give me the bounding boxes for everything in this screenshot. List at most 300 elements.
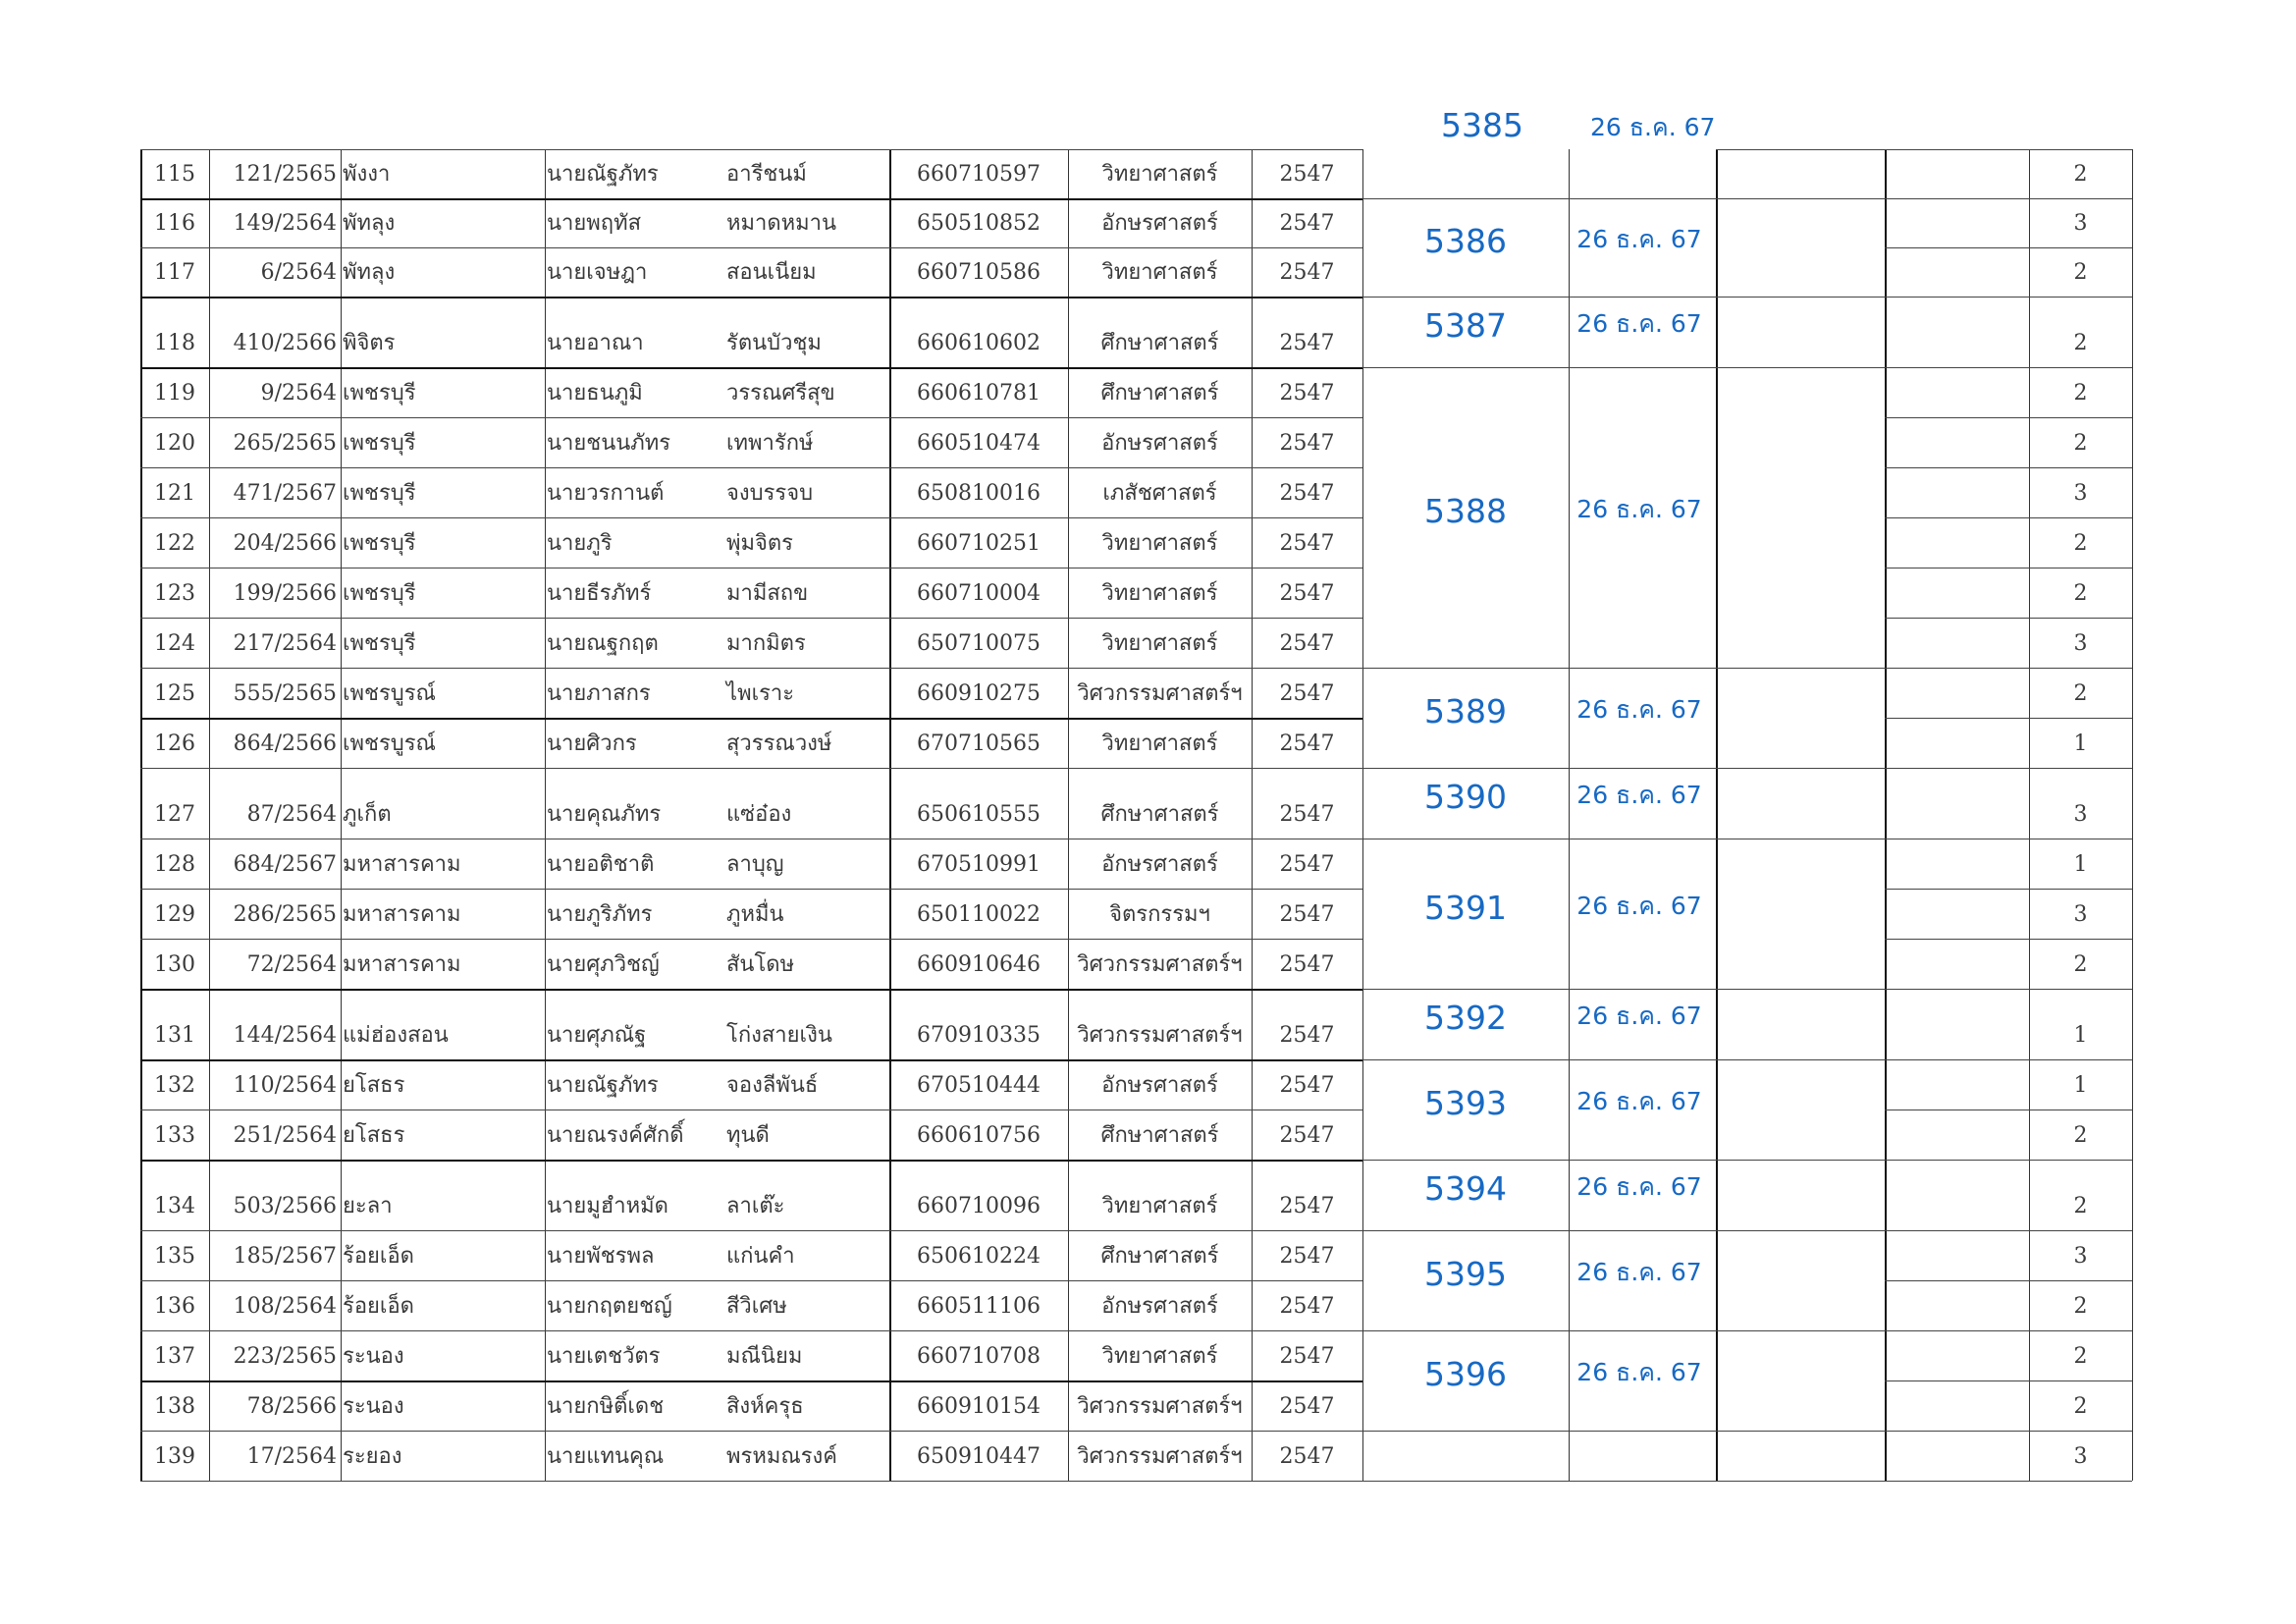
grid-hline — [1885, 517, 2132, 518]
cell-count: 3 — [2073, 481, 2088, 506]
grid-hline — [1885, 467, 2132, 468]
record-date: 26 ธ.ค. 67 — [1576, 495, 1702, 523]
cell-id: 660710004 — [917, 581, 1041, 606]
cell-faculty: วิทยาศาสตร์ — [1101, 581, 1218, 606]
cell-id: 660710586 — [917, 260, 1041, 285]
group-hline — [1362, 1230, 1885, 1231]
cell-ref: 6/2564 — [260, 260, 337, 285]
cell-count: 2 — [2073, 431, 2088, 456]
cell-province: มหาสารคาม — [343, 852, 461, 877]
record-date: 26 ธ.ค. 67 — [1576, 695, 1702, 724]
grid-hline — [1885, 297, 2132, 298]
cell-faculty: วิศวกรรมศาสตร์ฯ — [1077, 1394, 1243, 1419]
cell-count: 2 — [2073, 260, 2088, 285]
grid-hline — [1885, 768, 2132, 769]
grid-hline — [1885, 367, 2132, 368]
cell-ref: 87/2564 — [246, 802, 337, 827]
cell-ref: 78/2566 — [246, 1394, 337, 1419]
cell-year: 2547 — [1279, 902, 1335, 927]
cell-faculty: อักษรศาสตร์ — [1101, 852, 1218, 877]
cell-id: 650810016 — [917, 481, 1041, 506]
cell-faculty: วิศวกรรมศาสตร์ฯ — [1077, 952, 1243, 977]
grid-hline — [1885, 1481, 2132, 1482]
cell-no: 130 — [154, 952, 195, 977]
record-number: 5391 — [1424, 888, 1507, 927]
cell-id: 660710708 — [917, 1344, 1041, 1369]
grid-hline — [140, 618, 1362, 619]
cell-first: นายศุภณัฐ — [547, 1023, 647, 1048]
cell-no: 128 — [154, 852, 195, 877]
cell-province: ระนอง — [343, 1344, 404, 1369]
cell-faculty: อักษรศาสตร์ — [1101, 1294, 1218, 1319]
cell-province: มหาสารคาม — [343, 952, 461, 977]
cell-count: 3 — [2073, 631, 2088, 656]
cell-count: 2 — [2073, 681, 2088, 706]
grid-hline — [140, 1380, 1362, 1382]
cell-id: 670910335 — [917, 1023, 1041, 1048]
cell-ref: 9/2564 — [260, 381, 337, 406]
record-date: 26 ธ.ค. 67 — [1576, 1358, 1702, 1386]
cell-count: 2 — [2073, 1294, 2088, 1319]
cell-year: 2547 — [1279, 1023, 1335, 1048]
group-hline — [1362, 367, 1885, 368]
cell-province: ยะลา — [343, 1194, 393, 1218]
cell-first: นายอาณา — [547, 331, 644, 355]
cell-count: 2 — [2073, 381, 2088, 406]
cell-year: 2547 — [1279, 162, 1335, 187]
record-number: 5390 — [1424, 778, 1507, 816]
cell-id: 650610224 — [917, 1244, 1041, 1269]
cell-no: 127 — [154, 802, 195, 827]
cell-year: 2547 — [1279, 802, 1335, 827]
cell-first: นายคุณภัทร — [547, 802, 662, 827]
group-hline — [1362, 1160, 1885, 1161]
grid-hline — [140, 1481, 1362, 1482]
cell-count: 3 — [2073, 902, 2088, 927]
grid-hline — [140, 1280, 1362, 1281]
cell-year: 2547 — [1279, 211, 1335, 236]
grid-hline — [1885, 198, 2132, 199]
cell-province: ระยอง — [343, 1444, 402, 1469]
cell-last: ทุนดี — [726, 1123, 770, 1148]
cell-province: ร้อยเอ็ด — [343, 1244, 414, 1269]
cell-count: 2 — [2073, 331, 2088, 355]
cell-first: นายเจษฎา — [547, 260, 648, 285]
cell-year: 2547 — [1279, 1244, 1335, 1269]
cell-province: พัทลุง — [343, 211, 396, 236]
cell-id: 670710565 — [917, 731, 1041, 756]
cell-first: นายณฐกฤต — [547, 631, 659, 656]
cell-faculty: เภสัชศาสตร์ — [1102, 481, 1217, 506]
grid-hline — [1885, 1280, 2132, 1281]
cell-last: หมาดหมาน — [726, 211, 837, 236]
cell-no: 132 — [154, 1073, 195, 1098]
cell-ref: 144/2564 — [233, 1023, 337, 1048]
record-number: 5394 — [1424, 1169, 1507, 1208]
grid-hline — [140, 297, 1362, 298]
cell-ref: 265/2565 — [233, 431, 337, 456]
cell-first: นายภูริภัทร — [547, 902, 653, 927]
cell-no: 123 — [154, 581, 195, 606]
grid-hline — [140, 1059, 1362, 1061]
cell-id: 660610781 — [917, 381, 1041, 406]
cell-province: เพชรบุรี — [343, 531, 416, 556]
cell-count: 2 — [2073, 1194, 2088, 1218]
cell-ref: 471/2567 — [233, 481, 337, 506]
grid-vline — [1716, 149, 1718, 1481]
grid-hline — [140, 939, 1362, 940]
grid-hline — [140, 149, 1362, 150]
cell-ref: 286/2565 — [233, 902, 337, 927]
record-date: 26 ธ.ค. 67 — [1576, 1172, 1702, 1201]
cell-year: 2547 — [1279, 581, 1335, 606]
cell-year: 2547 — [1279, 331, 1335, 355]
record-date: 26 ธ.ค. 67 — [1576, 891, 1702, 920]
cell-no: 124 — [154, 631, 195, 656]
cell-id: 660610602 — [917, 331, 1041, 355]
cell-first: นายวรกานต์ — [547, 481, 665, 506]
grid-hline — [140, 1431, 1362, 1432]
cell-province: พิจิตร — [343, 331, 396, 355]
cell-ref: 204/2566 — [233, 531, 337, 556]
cell-province: เพชรบุรี — [343, 431, 416, 456]
group-hline — [1362, 1481, 1885, 1482]
cell-last: แซ่อ๋อง — [726, 802, 792, 827]
cell-count: 3 — [2073, 802, 2088, 827]
cell-id: 650610555 — [917, 802, 1041, 827]
grid-hline — [140, 768, 1362, 769]
cell-no: 119 — [154, 381, 195, 406]
clipped-date: 26 ธ.ค. 67 — [1590, 113, 1716, 141]
cell-last: ไพเราะ — [726, 681, 795, 706]
grid-hline — [140, 1160, 1362, 1162]
grid-hline — [140, 467, 1362, 468]
record-number: 5387 — [1424, 306, 1507, 345]
cell-faculty: วิทยาศาสตร์ — [1101, 631, 1218, 656]
cell-year: 2547 — [1279, 1073, 1335, 1098]
grid-hline — [1885, 1160, 2132, 1161]
grid-hline — [140, 1230, 1362, 1231]
cell-last: โก่งสายเงิน — [726, 1023, 832, 1048]
record-number: 5388 — [1424, 492, 1507, 530]
cell-year: 2547 — [1279, 431, 1335, 456]
cell-province: เพชรบุรี — [343, 381, 416, 406]
cell-count: 1 — [2073, 1073, 2088, 1098]
cell-faculty: วิทยาศาสตร์ — [1101, 1194, 1218, 1218]
cell-province: พังงา — [343, 162, 391, 187]
cell-no: 116 — [154, 211, 195, 236]
cell-count: 3 — [2073, 1244, 2088, 1269]
cell-ref: 864/2566 — [233, 731, 337, 756]
cell-last: มากมิตร — [726, 631, 806, 656]
cell-no: 122 — [154, 531, 195, 556]
cell-faculty: วิศวกรรมศาสตร์ฯ — [1077, 681, 1243, 706]
cell-last: มามีสถข — [726, 581, 809, 606]
cell-no: 131 — [154, 1023, 195, 1048]
grid-hline — [140, 668, 1362, 669]
cell-id: 660510474 — [917, 431, 1041, 456]
cell-first: นายชนนภัทร — [547, 431, 671, 456]
cell-faculty: วิทยาศาสตร์ — [1101, 162, 1218, 187]
cell-faculty: วิทยาศาสตร์ — [1101, 731, 1218, 756]
cell-count: 1 — [2073, 852, 2088, 877]
grid-hline — [1885, 1330, 2132, 1331]
grid-hline — [140, 517, 1362, 518]
cell-no: 133 — [154, 1123, 195, 1148]
group-hline — [1362, 668, 1885, 669]
group-hline — [1362, 1431, 1885, 1432]
cell-count: 3 — [2073, 1444, 2088, 1469]
cell-id: 660710597 — [917, 162, 1041, 187]
cell-faculty: วิทยาศาสตร์ — [1101, 1344, 1218, 1369]
cell-province: ภูเก็ต — [343, 802, 392, 827]
cell-year: 2547 — [1279, 1123, 1335, 1148]
cell-first: นายแทนคุณ — [547, 1444, 665, 1469]
cell-id: 670510991 — [917, 852, 1041, 877]
cell-id: 660710251 — [917, 531, 1041, 556]
cell-faculty: ศึกษาศาสตร์ — [1100, 1123, 1219, 1148]
cell-no: 134 — [154, 1194, 195, 1218]
cell-last: สุวรรณวงษ์ — [726, 731, 832, 756]
cell-faculty: ศึกษาศาสตร์ — [1100, 1244, 1219, 1269]
cell-first: นายภาสกร — [547, 681, 651, 706]
cell-count: 1 — [2073, 1023, 2088, 1048]
grid-hline — [140, 889, 1362, 890]
cell-last: พุ่มจิตร — [726, 531, 793, 556]
cell-year: 2547 — [1279, 1444, 1335, 1469]
cell-faculty: ศึกษาศาสตร์ — [1100, 802, 1219, 827]
cell-no: 136 — [154, 1294, 195, 1319]
cell-last: เทพารักษ์ — [726, 431, 814, 456]
cell-year: 2547 — [1279, 531, 1335, 556]
cell-no: 125 — [154, 681, 195, 706]
record-number: 5393 — [1424, 1084, 1507, 1122]
cell-province: มหาสารคาม — [343, 902, 461, 927]
cell-first: นายพฤทัส — [547, 211, 642, 236]
cell-year: 2547 — [1279, 681, 1335, 706]
record-number: 5395 — [1424, 1255, 1507, 1293]
cell-first: นายศิวกร — [547, 731, 637, 756]
cell-last: ลาเต๊ะ — [726, 1194, 785, 1218]
cell-last: สอนเนียม — [726, 260, 817, 285]
cell-id: 650510852 — [917, 211, 1041, 236]
cell-first: นายกฤตยชญ์ — [547, 1294, 672, 1319]
cell-count: 3 — [2073, 211, 2088, 236]
cell-count: 2 — [2073, 581, 2088, 606]
cell-faculty: วิศวกรรมศาสตร์ฯ — [1077, 1023, 1243, 1048]
group-hline — [1362, 1059, 1885, 1060]
cell-count: 2 — [2073, 1394, 2088, 1419]
cell-ref: 149/2564 — [233, 211, 337, 236]
cell-id: 660910646 — [917, 952, 1041, 977]
cell-first: นายศุภวิชญ์ — [547, 952, 660, 977]
group-hline — [1362, 768, 1885, 769]
grid-hline — [140, 367, 1362, 369]
cell-last: ภูหมื่น — [726, 902, 784, 927]
cell-first: นายกษิติ์เดช — [547, 1394, 665, 1419]
group-hline — [1362, 1330, 1885, 1331]
cell-first: นายณัฐภัทร — [547, 162, 659, 187]
cell-last: วรรณศรีสุข — [726, 381, 835, 406]
group-hline — [1362, 198, 1885, 199]
cell-faculty: วิศวกรรมศาสตร์ฯ — [1077, 1444, 1243, 1469]
cell-province: เพชรบุรี — [343, 631, 416, 656]
cell-last: ลาบุญ — [726, 852, 784, 877]
cell-ref: 684/2567 — [233, 852, 337, 877]
record-date: 26 ธ.ค. 67 — [1576, 225, 1702, 253]
grid-hline — [140, 247, 1362, 248]
grid-hline — [140, 989, 1362, 991]
cell-first: นายณัฐภัทร — [547, 1073, 659, 1098]
record-number: 5389 — [1424, 692, 1507, 731]
cell-no: 138 — [154, 1394, 195, 1419]
record-date: 26 ธ.ค. 67 — [1576, 309, 1702, 338]
cell-last: สีวิเศษ — [726, 1294, 787, 1319]
record-number: 5392 — [1424, 999, 1507, 1037]
cell-last: จงบรรจบ — [726, 481, 814, 506]
grid-hline — [140, 1330, 1362, 1331]
cell-first: นายธนภูมิ — [547, 381, 643, 406]
cell-ref: 410/2566 — [233, 331, 337, 355]
grid-hline — [1885, 1431, 2132, 1432]
cell-count: 2 — [2073, 1123, 2088, 1148]
cell-faculty: ศึกษาศาสตร์ — [1100, 381, 1219, 406]
cell-no: 126 — [154, 731, 195, 756]
group-hline — [1362, 989, 1885, 990]
cell-faculty: อักษรศาสตร์ — [1101, 211, 1218, 236]
cell-year: 2547 — [1279, 952, 1335, 977]
grid-hline — [1885, 618, 2132, 619]
cell-year: 2547 — [1279, 381, 1335, 406]
cell-province: ร้อยเอ็ด — [343, 1294, 414, 1319]
cell-first: นายอติชาติ — [547, 852, 655, 877]
cell-no: 118 — [154, 331, 195, 355]
cell-province: แม่ฮ่องสอน — [343, 1023, 449, 1048]
grid-hline — [1885, 417, 2132, 418]
cell-province: ยโสธร — [343, 1123, 405, 1148]
cell-last: อารีชนม์ — [726, 162, 807, 187]
record-date: 26 ธ.ค. 67 — [1576, 1258, 1702, 1286]
cell-last: สิงห์ครุธ — [726, 1394, 804, 1419]
cell-province: พัทลุง — [343, 260, 396, 285]
cell-id: 660610756 — [917, 1123, 1041, 1148]
cell-ref: 17/2564 — [246, 1444, 337, 1469]
cell-faculty: วิทยาศาสตร์ — [1101, 260, 1218, 285]
cell-last: รัตนบัวชุม — [726, 331, 822, 355]
grid-hline — [1885, 718, 2132, 719]
record-number: 5386 — [1424, 222, 1507, 260]
cell-ref: 251/2564 — [233, 1123, 337, 1148]
cell-province: เพชรบุรี — [343, 481, 416, 506]
grid-hline — [1885, 989, 2132, 990]
cell-ref: 185/2567 — [233, 1244, 337, 1269]
cell-last: มณีนิยม — [726, 1344, 803, 1369]
cell-count: 2 — [2073, 952, 2088, 977]
cell-ref: 110/2564 — [233, 1073, 337, 1098]
cell-year: 2547 — [1279, 631, 1335, 656]
cell-province: ยโสธร — [343, 1073, 405, 1098]
cell-first: นายมูฮำหมัด — [547, 1194, 668, 1218]
grid-hline — [140, 198, 1362, 200]
clipped-group — [1362, 106, 1716, 149]
cell-year: 2547 — [1279, 1294, 1335, 1319]
cell-no: 120 — [154, 431, 195, 456]
cell-last: พรหมณรงค์ — [726, 1444, 838, 1469]
grid-hline — [1885, 939, 2132, 940]
cell-id: 660910154 — [917, 1394, 1041, 1419]
cell-id: 660910275 — [917, 681, 1041, 706]
cell-year: 2547 — [1279, 852, 1335, 877]
grid-hline — [1885, 247, 2132, 248]
cell-ref: 108/2564 — [233, 1294, 337, 1319]
cell-id: 660511106 — [917, 1294, 1041, 1319]
cell-year: 2547 — [1279, 731, 1335, 756]
cell-count: 1 — [2073, 731, 2088, 756]
cell-no: 137 — [154, 1344, 195, 1369]
grid-hline — [1885, 889, 2132, 890]
cell-ref: 555/2565 — [233, 681, 337, 706]
cell-last: แก่นคำ — [726, 1244, 795, 1269]
cell-province: เพชรบูรณ์ — [343, 731, 436, 756]
cell-first: นายพัชรพล — [547, 1244, 655, 1269]
cell-count: 2 — [2073, 162, 2088, 187]
cell-last: จองลีพันธ์ — [726, 1073, 819, 1098]
cell-no: 129 — [154, 902, 195, 927]
group-hline — [1362, 297, 1885, 298]
grid-hline — [1716, 149, 2132, 150]
cell-year: 2547 — [1279, 1194, 1335, 1218]
cell-first: นายภูริ — [547, 531, 613, 556]
cell-first: นายณรงค์ศักดิ์ — [547, 1123, 684, 1148]
cell-faculty: จิตรกรรมฯ — [1109, 902, 1210, 927]
cell-province: เพชรบุรี — [343, 581, 416, 606]
cell-year: 2547 — [1279, 481, 1335, 506]
cell-faculty: วิทยาศาสตร์ — [1101, 531, 1218, 556]
cell-no: 139 — [154, 1444, 195, 1469]
grid-hline — [140, 718, 1362, 720]
cell-no: 115 — [154, 162, 195, 187]
cell-id: 660710096 — [917, 1194, 1041, 1218]
cell-ref: 121/2565 — [233, 162, 337, 187]
grid-hline — [140, 417, 1362, 418]
cell-count: 2 — [2073, 1344, 2088, 1369]
cell-no: 135 — [154, 1244, 195, 1269]
record-date: 26 ธ.ค. 67 — [1576, 781, 1702, 809]
cell-province: ระนอง — [343, 1394, 404, 1419]
grid-hline — [1885, 1059, 2132, 1060]
cell-ref: 199/2566 — [233, 581, 337, 606]
grid-hline — [1885, 668, 2132, 669]
grid-hline — [1885, 1380, 2132, 1381]
cell-province: เพชรบูรณ์ — [343, 681, 436, 706]
grid-vline — [2132, 149, 2133, 1481]
cell-ref: 223/2565 — [233, 1344, 337, 1369]
cell-first: นายธีรภัทร์ — [547, 581, 652, 606]
cell-faculty: ศึกษาศาสตร์ — [1100, 331, 1219, 355]
cell-no: 121 — [154, 481, 195, 506]
cell-count: 2 — [2073, 531, 2088, 556]
grid-hline — [1885, 1230, 2132, 1231]
cell-id: 650710075 — [917, 631, 1041, 656]
record-date: 26 ธ.ค. 67 — [1576, 1001, 1702, 1030]
cell-year: 2547 — [1279, 1394, 1335, 1419]
grid-vline — [1569, 149, 1570, 1481]
cell-ref: 72/2564 — [246, 952, 337, 977]
cell-faculty: อักษรศาสตร์ — [1101, 431, 1218, 456]
cell-faculty: อักษรศาสตร์ — [1101, 1073, 1218, 1098]
cell-id: 650110022 — [917, 902, 1041, 927]
clipped-record-number: 5385 — [1441, 106, 1523, 144]
